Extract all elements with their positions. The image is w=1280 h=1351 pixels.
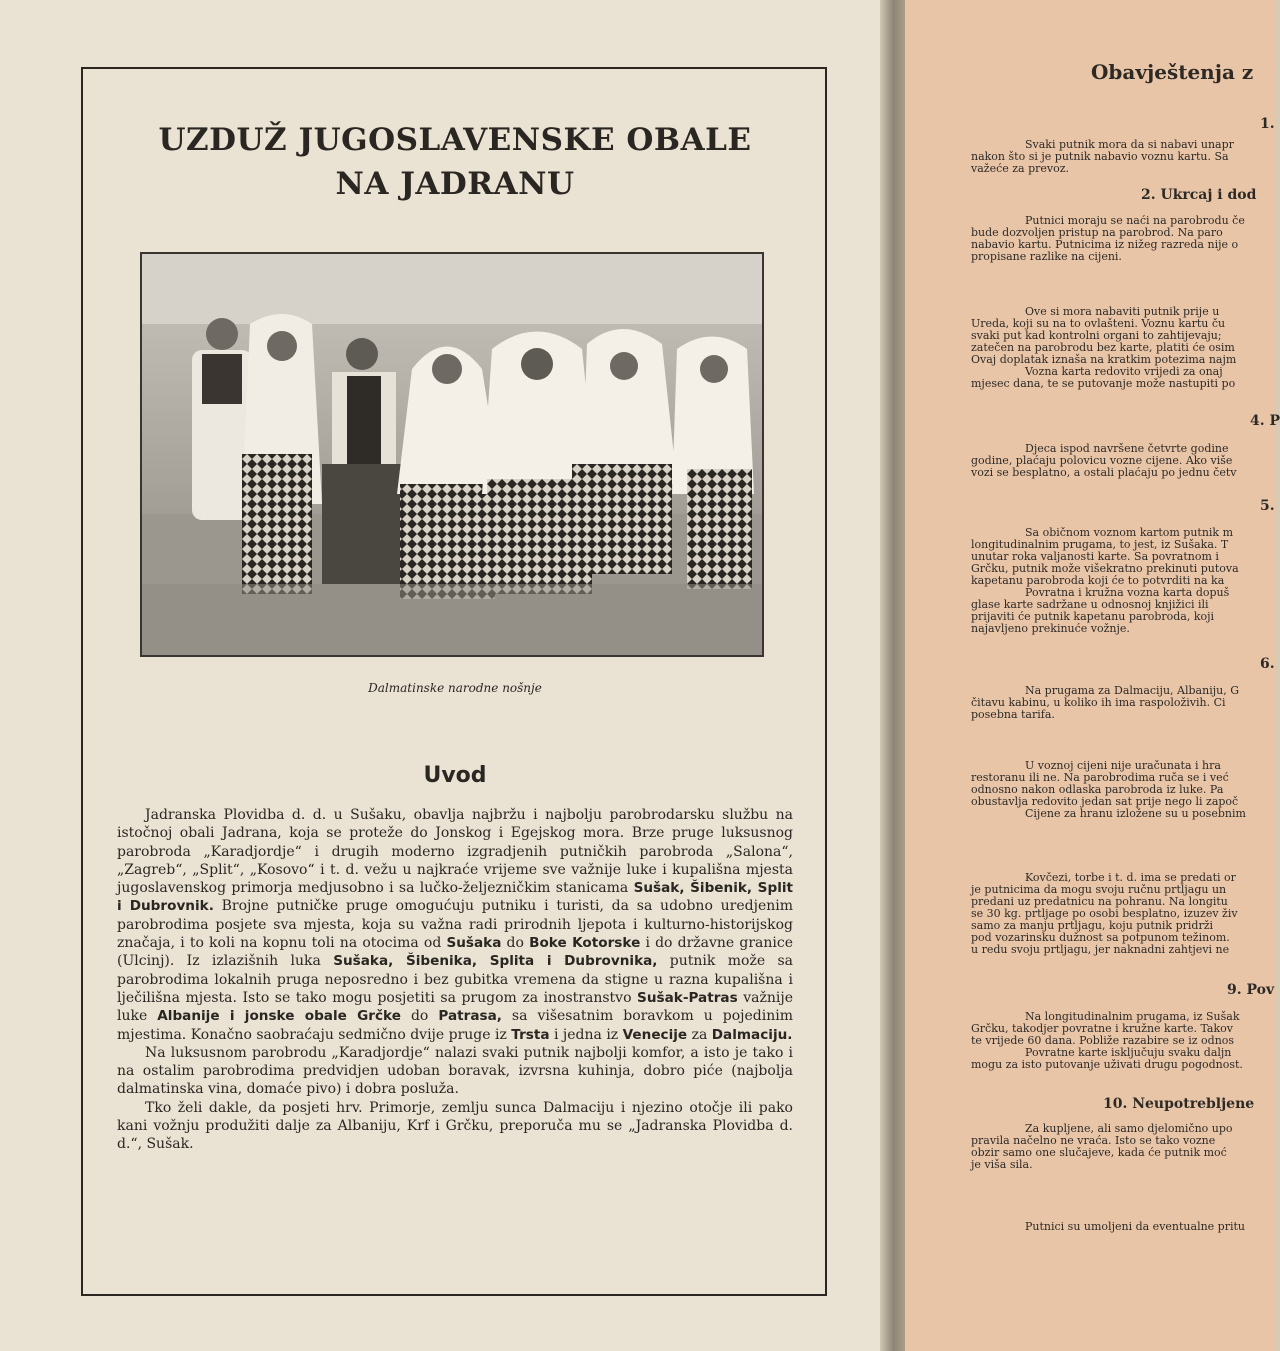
title-line-1: UZDUŽ JUGOSLAVENSKE OBALE	[158, 122, 752, 158]
text-line: Putnici moraju se naći na parobrodu če	[1025, 214, 1245, 227]
section-heading: 9. Pov	[1227, 982, 1275, 998]
section-heading: 2. Ukrcaj i dod	[1141, 187, 1257, 203]
text-line: u redu svoju prtljagu, jer naknadni zahtjevi ne	[971, 943, 1230, 956]
text-line: odnosno nakon odlaska parobroda iz luke. Pa	[971, 783, 1224, 796]
text-line: Vozna karta redovito vrijedi za onaj	[1025, 365, 1223, 378]
bold-run: Albanije i jonske obale Grčke	[157, 1008, 401, 1025]
bold-run: Sušaka	[446, 935, 502, 952]
text-line: Putnici su umoljeni da eventualne pritu	[1025, 1220, 1245, 1233]
text-run: Jadranska Plovidba d. d. u Sušaku, obavlja najbržu i najbolju parobrodarsku službu na istočnoj obali Jadrana, koja se proteže do Jonskog i Egejskog mora. Brze pruge luksusnog parobroda „Karadjordje“ i drugih moderno izgradjenih putničkih parobroda „Salona“, „Zagreb“, „Split“, „Kosovo“ i t. d. vežu u najkraće vrijeme sve važnije luke i kupališna mjesta jugoslavenskog primorja medjusobno i sa lučko-željezničkim stanicama	[117, 807, 793, 897]
text-line: pravila načelno ne vraća. Isto se tako vozne	[971, 1134, 1216, 1147]
section-heading: 5.	[1260, 498, 1275, 514]
text-line: Grčku, takodjer povratne i kružne karte. Takov	[971, 1022, 1233, 1035]
text-line: najavljeno prekinuće vožnje.	[971, 622, 1130, 635]
text-line: U voznoj cijeni nije uračunata i hra	[1025, 759, 1221, 772]
right-page-title: Obavještenja z	[1091, 60, 1254, 84]
text-line: Cijene za hranu izložene su u posebnim	[1025, 807, 1246, 820]
text-line: propisane razlike na cijeni.	[971, 250, 1122, 263]
text-line: longitudinalnim prugama, to jest, iz Sušaka. T	[971, 538, 1229, 551]
text-run: do	[400, 1008, 439, 1025]
text-line: te vrijede 60 dana. Pobliže razabire se iz odnos	[971, 1034, 1235, 1047]
text-line: nakon što si je putnik nabavio voznu kartu. Sa	[971, 150, 1229, 163]
text-line: posebna tarifa.	[971, 708, 1055, 721]
text-line: zatečen na parobrodu bez karte, platiti će osim	[971, 341, 1235, 354]
photo-caption: Dalmatinske narodne nošnje	[368, 681, 542, 695]
text-line: važeće za prevoz.	[971, 162, 1070, 175]
bold-run: Sušak, Šibenik, Split i Dubrovnik.	[117, 880, 794, 915]
text-line: Ureda, koji su na to ovlašteni. Voznu kartu ču	[971, 317, 1226, 330]
text-line: se 30 kg. prtljage po osobi besplatno, izuzev živ	[971, 907, 1238, 920]
bold-run: Dalmaciju.	[711, 1026, 793, 1043]
intro-paragraph-3: Tko želi dakle, da posjeti hrv. Primorje, zemlju sunca Dalmaciju i njezino otočje ili pako kani vožnju produžiti dalje za Albaniju, Krf i Grčku, preporuča mu se „Jadranska Plovidba d. d.“, Sušak.	[117, 1099, 793, 1153]
bold-run: Patrasa,	[438, 1008, 502, 1025]
text-line: Svaki putnik mora da si nabavi unapr	[1025, 138, 1234, 151]
text-line: Sa običnom voznom kartom putnik m	[1025, 526, 1234, 539]
text-line: samo za manju prtljagu, koju putnik pridrži	[971, 919, 1214, 932]
text-line: Povratna i kružna vozna karta dopuš	[1025, 586, 1230, 599]
text-run: važnije luke	[117, 989, 793, 1025]
text-line: je viša sila.	[971, 1158, 1033, 1171]
text-line: obzir samo one slučajeve, kada će putnik moć	[971, 1146, 1227, 1159]
text-line: čitavu kabinu, u koliko ih ima raspoloživih. Ci	[971, 696, 1226, 709]
text-line: bude dozvoljen pristup na parobrod. Na paro	[971, 226, 1223, 239]
text-line: vozi se besplatno, a ostali plaćaju po jednu četv	[971, 466, 1237, 479]
photo-illustration	[142, 254, 762, 655]
intro-heading: Uvod	[423, 763, 487, 788]
photo-dalmatian-costumes	[140, 252, 764, 657]
bold-run: Venecije	[622, 1026, 688, 1043]
text-line: Grčku, putnik može višekratno prekinuti putova	[971, 562, 1239, 575]
section-heading: 4. P	[1250, 413, 1280, 429]
text-line: obustavlja redovito jedan sat prije nego li započ	[971, 795, 1239, 808]
intro-body	[117, 806, 793, 1154]
text-line: kapetanu parobroda koji će to potvrditi na ka	[971, 574, 1225, 587]
text-line: Kovčezi, torbe i t. d. ima se predati or	[1025, 871, 1236, 884]
bold-run: Boke Kotorske	[529, 935, 641, 952]
text-run: za	[687, 1026, 712, 1043]
section-heading: 6.	[1260, 656, 1275, 672]
text-line: Ovaj doplatak iznaša na kratkim potezima najm	[971, 353, 1237, 366]
title-line-2: NA JADRANU	[335, 166, 575, 202]
bold-run: Sušaka, Šibenika, Splita i Dubrovnika,	[333, 953, 658, 970]
text-line: Na longitudinalnim prugama, iz Sušak	[1025, 1010, 1240, 1023]
text-line: Povratne karte isključuju svaku daljn	[1025, 1046, 1232, 1059]
intro-paragraph-2: Na luksusnom parobrodu „Karadjordje“ nalazi svaki putnik najbolji komfor, a isto je tako i na ostalim parobrodima predvidjen udoban boravak, izvrsna kuhinja, dobro piće (najbolja dalmatinska vina, domaće pivo) i dobra posluža.	[117, 1044, 793, 1098]
text-line: godine, plaćaju polovicu vozne cijene. Ako više	[971, 454, 1233, 467]
figure-2	[242, 314, 322, 594]
text-line: unutar roka valjanosti karte. Sa povratnom i	[971, 550, 1219, 563]
text-line: svaki put kad kontrolni organi to zahtijevaju;	[971, 329, 1222, 342]
text-run: i do državne granice (Ulcinj). Iz izlazišnih luka	[117, 935, 793, 970]
intro-paragraph-1	[117, 806, 793, 1044]
text-line: Djeca ispod navršene četvrte godine	[1025, 442, 1229, 455]
section-heading: 10. Neupotrebljene	[1103, 1096, 1255, 1112]
section-heading: 1.	[1260, 116, 1275, 132]
bold-run: Trsta	[511, 1026, 550, 1043]
page-title	[85, 118, 825, 206]
text-line: restoranu ili ne. Na parobrodima ruča se i već	[971, 771, 1229, 784]
text-line: Na prugama za Dalmaciju, Albaniju, G	[1025, 684, 1239, 697]
text-run: i jedna iz	[549, 1026, 623, 1043]
text-line: pod vozarinsku dužnost sa potpunom težinom.	[971, 931, 1230, 944]
text-line: je putnicima da mogu svoju ručnu prtljagu un	[971, 883, 1227, 896]
text-line: nabavio kartu. Putnicima iz nižeg razreda nije o	[971, 238, 1239, 251]
text-run: sa višesatnim boravkom u pojedinim mjestima. Konačno saobraćaju sedmično dvije pruge iz	[117, 1008, 793, 1043]
text-line: mogu za isto putovanje uživati drugu pogodnost.	[971, 1058, 1243, 1071]
text-line: Za kupljene, ali samo djelomično upo	[1025, 1122, 1233, 1135]
text-line: Ove si mora nabaviti putnik prije u	[1025, 305, 1220, 318]
text-line: glase karte sadržane u odnosnoj knjižici ili	[971, 598, 1209, 611]
text-run: putnik može sa parobrodima lokalnih pruga neposredno i bez gubitka vremena da stigne u razna kupališna i lječilišna mjesta. Isto se tako mogu posjetiti sa prugom za inostranstvo	[117, 953, 793, 1006]
figure-6	[572, 329, 677, 574]
right-page	[905, 0, 1280, 1351]
text-run: Brojne putničke pruge omogućuju putniku i turisti, da sa udobno uredjenim parobrodima posjete sva mjesta, koja su važna radi prirodnih ljepota i kulturno-historijskog značaja, i to koli na kopnu toli na otocima od	[117, 898, 794, 952]
text-line: predani uz predatnicu na pohranu. Na longitu	[971, 895, 1228, 908]
text-line: prijaviti će putnik kapetanu parobroda, koji	[971, 610, 1215, 623]
text-line: mjesec dana, te se putovanje može nastupiti po	[971, 377, 1236, 390]
text-run: do	[501, 935, 530, 952]
bold-run: Sušak-Patras	[637, 989, 738, 1006]
